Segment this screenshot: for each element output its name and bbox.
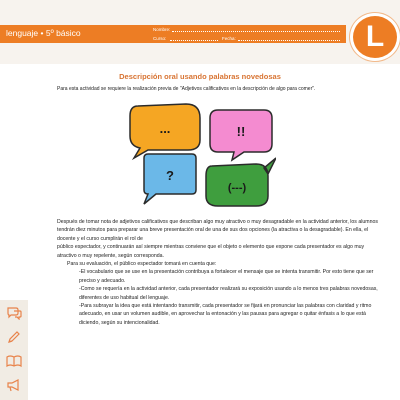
grade-label: 5º básico [45, 28, 81, 38]
orange-bubble-text: ... [159, 121, 171, 136]
speech-bubbles-icon [6, 306, 22, 320]
subject-logo [350, 13, 400, 61]
speech-bubbles-illustration [126, 100, 276, 212]
intro-text: Para esta actividad se requiere la realización previa de "Adjetivos calificativos en la descripción de algo para comer". [57, 86, 316, 92]
megaphone-icon [6, 378, 22, 392]
worksheet-header [0, 0, 400, 64]
activity-instructions [57, 218, 385, 327]
paragraph-1: Después de tomar nota de adjetivos calificativos que describan algo muy atractivo o muy desagradable en la actividad anterior, los alumnos tendrán diez minutos para preparar una breve presentación oral de una de sus dos opciones (la atractiva o la desagradable). En ella, el docente y el curso cumplirán el rol de [57, 219, 378, 242]
page-title: Descripción oral usando palabras novedosas [119, 72, 281, 81]
criterion-item: -El vocabulario que se use en la presentación contribuya a fortalecer el mensaje que se intenta transmitir. Por esto tiene que ser preciso y adecuado. [79, 269, 374, 284]
date-label: Fecha: [222, 36, 236, 41]
blue-bubble [144, 154, 196, 204]
separator-dot: • [40, 28, 44, 38]
section-sidebar [0, 300, 28, 400]
pink-bubble [210, 110, 272, 160]
orange-bubble [130, 104, 200, 158]
subject-band [0, 25, 346, 43]
subject-title [6, 28, 81, 38]
book-icon [6, 354, 22, 368]
name-field[interactable] [172, 31, 340, 32]
date-field[interactable] [238, 40, 340, 41]
logo-letter: L [365, 20, 385, 53]
pink-bubble-text: !! [236, 124, 246, 139]
paragraph-2: público espectador, y continuarán así siempre mientras conviene que el objeto o elemento que expone cada presentador es algo muy atractivo o muy repelente, según corresponda. [57, 244, 365, 259]
criterion-item: -Para subrayar la idea que está intentando transmitir, cada presentador se fijará en pronunciar las palabras con claridad y ritmo adecuado, en usar un volumen audible, en aprovechar la entonación y las pausas para agregar o quitar énfasis a lo que está diciendo, según su intencionalidad. [79, 303, 372, 326]
course-label: Curso: [153, 36, 167, 41]
evaluation-lead: Para su evaluación, el público espectador tomará en cuenta que: [67, 261, 217, 268]
green-bubble [206, 158, 276, 206]
name-label: Nombre: [153, 27, 171, 32]
pencil-icon [6, 330, 22, 344]
subject-label: lenguaje [6, 28, 39, 38]
course-field[interactable] [170, 40, 218, 41]
green-bubble-text: (---) [227, 182, 247, 194]
criterion-item: -Como se requería en la actividad anterior, cada presentador realizará su exposición usando a lo menos tres palabras novedosas, diferentes de uso habitual del lenguaje. [79, 286, 378, 301]
blue-bubble-text: ? [166, 168, 174, 183]
